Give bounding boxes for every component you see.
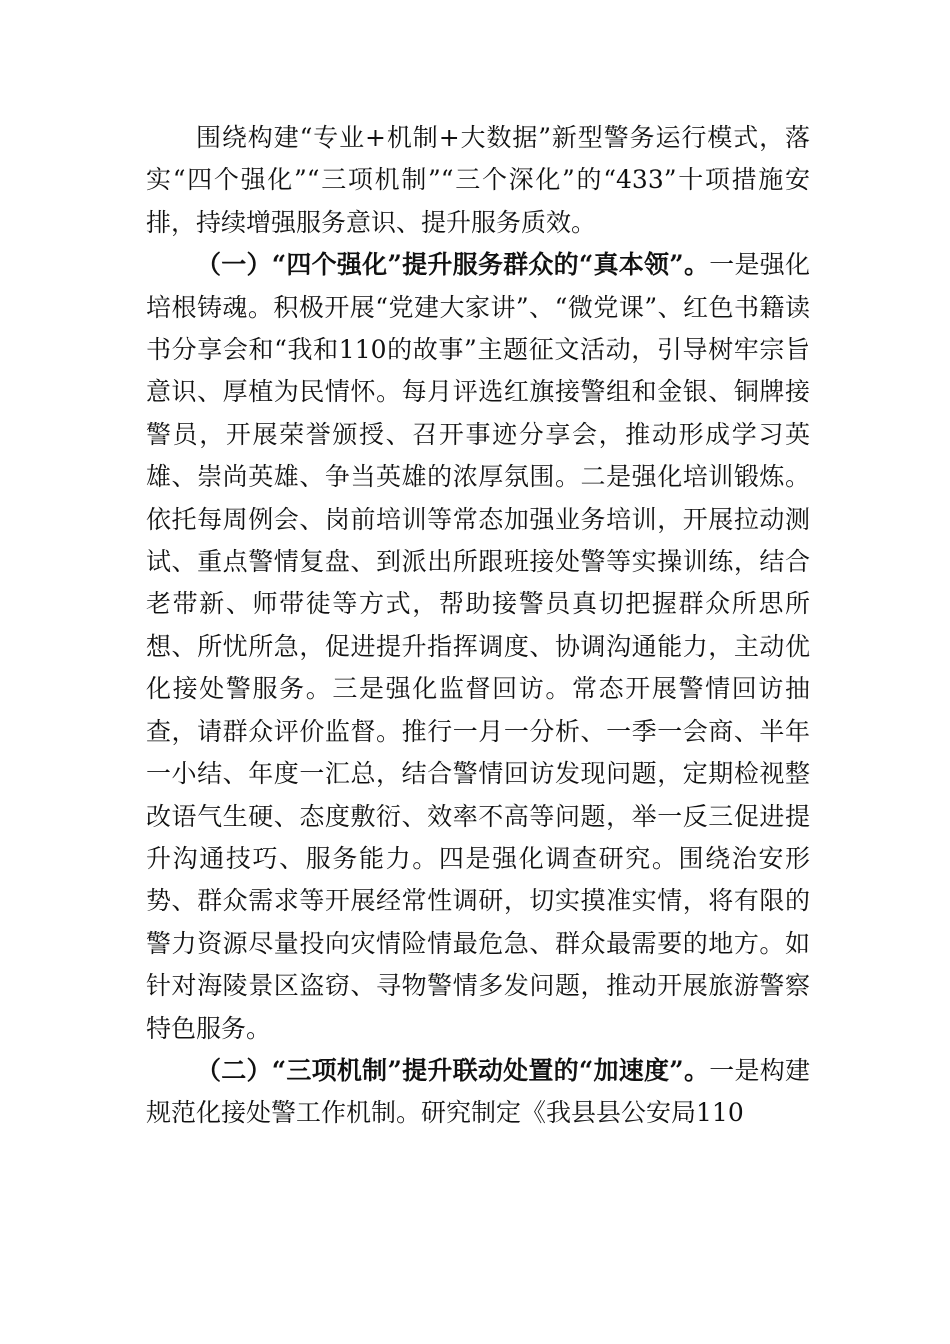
section-1-body: 一是强化培根铸魂。积极开展“党建大家讲”、“微党课”、红色书籍读书分享会和“我和110的故事”主题征文活动，引导树牢宗旨意识、厚植为民情怀。每月评选红旗接警组和金银、铜牌接警员，开展荣誉颁授、召开事迹分享会，推动形成学习英雄、崇尚英雄、争当英雄的浓厚氛围。二是强化培训锻炼。依托每周例会、岗前培训等常态加强业务培训，开展拉动测试、重点警情复盘、到派出所跟班接处警等实操训练，结合老带新、师带徒等方式，帮助接警员真切把握群众所思所想、所忧所急，促进提升指挥调度、协调沟通能力，主动优化接处警服务。三是强化监督回访。常态开展警情回访抽查，请群众评价监督。推行一月一分析、一季一会商、半年一小结、年度一汇总，结合警情回访发现问题，定期检视整改语气生硬、态度敷衍、效率不高等问题，举一反三促进提升沟通技巧、服务能力。四是强化调查研究。围绕治安形势、群众需求等开展经常性调研，切实摸准实情，将有限的警力资源尽量投向灾情险情最危急、群众最需要的地方。如针对海陵景区盗窃、寻物警情多发问题，推动开展旅游警察特色服务。 xyxy=(146,250,810,1043)
section-2-paragraph xyxy=(146,1050,810,1135)
section-2-body: 一是构建规范化接处警工作机制。研究制定《我县县公安局110 xyxy=(146,1055,810,1128)
section-1-paragraph xyxy=(146,244,810,1050)
section-1-heading: （一）“四个强化”提升服务群众的“真本领”。 xyxy=(196,250,710,280)
intro-paragraph: 围绕构建“专业+机制+大数据”新型警务运行模式，落实“四个强化”“三项机制”“三个深化”的“433”十项措施安排，持续增强服务意识、提升服务质效。 xyxy=(146,123,810,237)
section-2-heading: （二）“三项机制”提升联动处置的“加速度”。 xyxy=(196,1055,710,1085)
document-page xyxy=(146,117,810,1135)
